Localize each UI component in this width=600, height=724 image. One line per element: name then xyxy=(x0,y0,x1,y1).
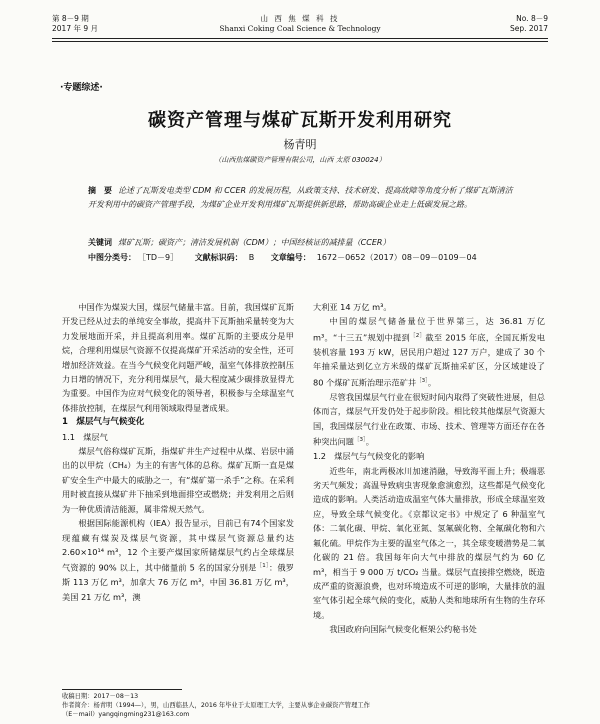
section-heading: 1 煤层气与气候变化 xyxy=(62,417,145,428)
header-rule-thin xyxy=(52,41,548,42)
paragraph-text: ：俄罗斯 113 万亿 m³，加拿大 76 万亿 m³，中国 36.81 万亿 m³，美国 21 万亿 m³，澳 xyxy=(62,563,294,602)
paragraph: 近些年，南北两极冰川加速消融，导致海平面上升；极端恶劣天气频发；高温导致病虫害现象愈演愈烈，这些都是气候变化造成的影响。人类活动造成温室气体大量排放，形成全球温室效应，导致全球气候变化。《京都议定书》中规定了 6 种温室气体：二氧化碳、甲烷、氧化亚氮、氢氟碳化物、全氟碳化物和六氟化硫。甲烷作为主要的温室气体之一，其全球变暖潜势是二氧化碳的 21 倍。我国每年向大气中排放的煤层气约为 60 亿 m³，相当于 9 000 万 t/CO₂ 当量。煤层气直接排空燃烧，既造成严重的资源浪费，也对环境造成不可逆的影响，大量排放的温室气体引起全球气候的变化，威胁人类和地球所有生物的生存环境。 xyxy=(313,465,545,620)
paragraph-text: 尽管我国煤层气行业在很短时间内取得了突破性进展，但总体而言，煤层气开发仍处于起步阶段。相比较其他煤层气资源大国，我国煤层气行业在政策、市场、技术、管理等方面还存在各种突出问题 xyxy=(313,391,545,447)
issue-number-en: No. 8－9 xyxy=(516,14,548,23)
subsection-heading: 1.2 煤层气与气候变化的影响 xyxy=(313,451,425,462)
author-email: （E－mail）yangqingming231@163.com xyxy=(62,711,190,718)
author-affiliation: （山西焦煤碳资产管理有限公司，山西 太原 030024） xyxy=(214,156,386,164)
journal-title-cn: 山 西 焦 煤 科 技 xyxy=(260,14,340,23)
citation: ［3］ xyxy=(416,377,428,384)
received-date: 收稿日期：2017－08－13 xyxy=(62,693,139,700)
journal-title xyxy=(52,14,548,34)
author-bio: 作者简介：杨青明（1994—），男，山西临县人，2016 年毕业于太原理工大学，主要从事企业碳资产管理工作 xyxy=(62,702,370,709)
paragraph: 大利亚 14 万亿 m³。 xyxy=(313,302,392,312)
issue-date: 2017 年 9 月 xyxy=(52,24,99,33)
section-tag: ·专题综述· xyxy=(60,83,103,93)
paragraph xyxy=(62,516,294,604)
paragraph: 中国的煤层气储备量位于世界第三，达 36.81 万亿 m³。“十三五”规划中提到$^{[2]}$截至 2015 年底，全国瓦斯发电装机容量 193 万 kW，居民用户超过 127 万户，建成了 30 个年抽采量达到亿立方米级的煤矿瓦斯抽采矿区，分区域建设了 80 个煤矿瓦斯治理示范矿井$^{[3]}$。 xyxy=(313,316,545,388)
article-author: 杨青明 xyxy=(283,138,317,151)
clc-value: ［TD－9］ xyxy=(142,253,179,262)
body-column-right xyxy=(313,300,545,637)
citation: ［3］ xyxy=(353,437,366,444)
issue-date-en: Sep. 2017 xyxy=(510,24,548,33)
footnote xyxy=(62,692,542,719)
citation: ［1］ xyxy=(256,563,269,570)
abstract-label: 摘 要 xyxy=(88,186,112,195)
subsection-heading: 1.1 煤层气 xyxy=(62,431,108,442)
paragraph-text: 截至 2015 年底，全国瓦斯发电装机容量 193 万 kW，居民用户超过 127 万户，建成了 30 个年抽采量达到亿立方米级的煤矿瓦斯抽采矿区，分区域建设了 80 个煤矿瓦斯治理示范矿井 xyxy=(313,332,545,388)
header-rule xyxy=(52,38,548,39)
article-number-value: 1672－0652（2017）08－09－0109－04 xyxy=(316,253,477,262)
footnote-rule xyxy=(62,689,182,690)
citation: ［2］ xyxy=(409,332,426,339)
paragraph: 我国政府向国际气候变化框架公约秘书处 xyxy=(329,624,477,635)
classification-line xyxy=(88,252,528,263)
abstract xyxy=(88,184,514,211)
article-number-label: 文章编号： xyxy=(270,253,311,262)
clc-label: 中图分类号： xyxy=(88,253,136,262)
keywords-label: 关键词 xyxy=(88,238,112,247)
article-title: 碳资产管理与煤矿瓦斯开发利用研究 xyxy=(148,110,452,131)
issue-info-en xyxy=(510,14,548,34)
issue-number: 第 8－9 期 xyxy=(52,14,89,23)
paragraph-text: 中国的煤层气储备量位于世界第三，达 36.81 万亿 m³。“十三五”规划中提到 xyxy=(313,316,545,343)
abstract-text: 论述了瓦斯发电类型 CDM 和 CCER 的发展历程，从政策支持、技术研发、提高故障等角度分析了煤矿瓦斯清洁开发利用中的碳资产管理手段，为煤矿企业开发利用煤矿瓦斯提供新思路，帮助高碳企业走上低碳发展之路。 xyxy=(88,186,513,209)
keywords xyxy=(88,237,514,248)
paragraph: 煤层气俗称煤矿瓦斯，指煤矿井生产过程中从煤、岩层中涌出的以甲烷（CH₄）为主的有害气体的总称。煤矿瓦斯一直是煤矿安全生产中最大的威胁之一，有“煤矿第一杀手”之称。在采利用时被直接从煤矿井下抽采到地面排空或燃烧；并发利用之后则为一种优质清洁能源，属非常规天然气。 xyxy=(62,446,294,514)
doc-code-label: 文献标识码： xyxy=(194,253,243,262)
journal-title-en: Shanxi Coking Coal Science & Technology xyxy=(219,24,381,33)
keywords-text: 煤矿瓦斯；碳资产；清洁发展机制（CDM）；中国经核证的减排量（CCER） xyxy=(118,238,391,247)
paragraph-text: 根据国际能源机构（IEA）报告显示，目前已有74个国家发现蕴藏有煤炭及煤层气资源，其中煤层气资源总量约达 2.60×10¹⁴ m³，12 个主要产煤国家所储煤层气约占全球煤层气资源的 90% 以上，其中储量前 5 名的国家分别是 xyxy=(62,518,294,574)
doc-code-value: B xyxy=(248,253,255,262)
paragraph: 中国作为煤炭大国，煤层气储量丰富。目前，我国煤矿瓦斯开发已经从过去的单纯安全事故，提高井下瓦斯抽采量转变为大力发展地面开采，并且提高利用率。煤矿瓦斯的主要成分是甲烷，合理利用煤层气资源不仅提高煤矿开采活动的安全性，还可增加经济效益。在当今气候变化问题严峻，温室气体排放控制压力日增的情况下，充分利用煤层气，最大程度减少碳排放显得尤为重要。中国作为应对气候变化的领导者，积极参与全球温室气体排放控制，在煤层气利用领域取得显著成果。 xyxy=(62,302,294,413)
body-column-left xyxy=(62,300,294,604)
paragraph: 尽管我国煤层气行业在很短时间内取得了突破性进展，但总体而言，煤层气开发仍处于起步阶段。相比较其他煤层气资源大国，我国煤层气行业在政策、市场、技术、管理等方面还存在各种突出问题$^{[3]}$。 xyxy=(313,391,545,447)
